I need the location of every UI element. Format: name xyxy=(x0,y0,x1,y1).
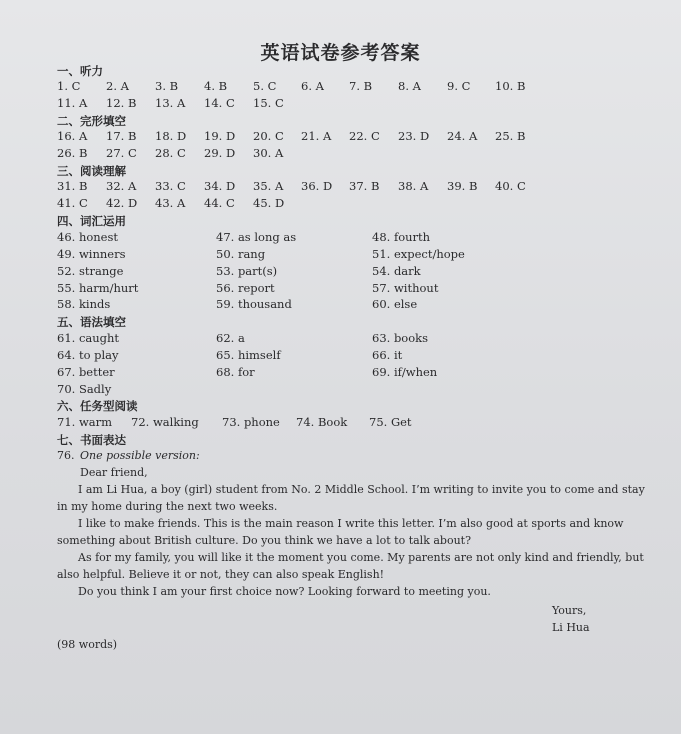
answer-item: 29. D xyxy=(204,146,236,160)
answer-item: 8. A xyxy=(398,79,421,93)
answer-item: 15. C xyxy=(253,96,284,110)
answer-item: 61. caught xyxy=(57,331,120,345)
answer-item: 64. to play xyxy=(57,348,119,362)
page-title: 英语试卷参考答案 xyxy=(260,42,421,64)
answer-item: 49. winners xyxy=(57,247,126,261)
word-count: (98 words) xyxy=(57,638,118,651)
answer-item: 39. B xyxy=(447,179,478,193)
answer-item: 35. A xyxy=(253,179,284,193)
answer-item: 41. C xyxy=(57,196,88,210)
answer-item: 7. B xyxy=(349,79,373,93)
answer-item: 70. Sadly xyxy=(57,382,112,396)
answer-item: 21. A xyxy=(301,129,332,143)
answer-item: 38. A xyxy=(398,179,429,193)
answer-item: 68. for xyxy=(216,365,255,379)
answer-item: 12. B xyxy=(106,96,137,110)
answer-item: 71. warm xyxy=(57,415,113,429)
answer-item: 69. if/when xyxy=(372,365,438,379)
section-heading-listening: 一、听力 xyxy=(57,64,103,78)
answer-item: 63. books xyxy=(372,331,429,345)
answer-item: 45. D xyxy=(253,196,285,210)
answer-item: 47. as long as xyxy=(216,230,297,244)
answer-item: 26. B xyxy=(57,146,88,160)
answer-item: 74. Book xyxy=(296,415,348,429)
answer-item: 17. B xyxy=(106,129,137,143)
answer-item: 27. C xyxy=(106,146,137,160)
answer-item: 18. D xyxy=(155,129,187,143)
answer-item: 53. part(s) xyxy=(216,264,278,278)
writing-number: 76. xyxy=(57,449,75,462)
answer-item: 10. B xyxy=(495,79,526,93)
answer-item: 3. B xyxy=(155,79,179,93)
letter-line: As for my family, you will like it the moment you come. My parents are not only kind and friendly, but xyxy=(78,551,644,564)
answer-item: 62. a xyxy=(216,331,245,345)
answer-item: 73. phone xyxy=(222,415,280,429)
answer-item: 9. C xyxy=(447,79,471,93)
section-heading-reading: 三、阅读理解 xyxy=(57,164,126,178)
answer-item: 16. A xyxy=(57,129,88,143)
answer-item: 66. it xyxy=(372,348,403,362)
answer-item: 4. B xyxy=(204,79,228,93)
answer-item: 19. D xyxy=(204,129,236,143)
answer-item: 28. C xyxy=(155,146,186,160)
section-heading-task-reading: 六、任务型阅读 xyxy=(57,399,138,413)
answer-item: 40. C xyxy=(495,179,526,193)
section-heading-grammar: 五、语法填空 xyxy=(57,315,126,329)
letter-line: I like to make friends. This is the main reason I write this letter. I’m also good at sports and know xyxy=(78,517,624,530)
answer-item: 31. B xyxy=(57,179,88,193)
answer-item: 1. C xyxy=(57,79,81,93)
answer-item: 52. strange xyxy=(57,264,124,278)
answer-item: 56. report xyxy=(216,281,275,295)
answer-item: 54. dark xyxy=(372,264,421,278)
answer-item: 42. D xyxy=(106,196,138,210)
answer-item: 75. Get xyxy=(369,415,412,429)
answer-item: 6. A xyxy=(301,79,324,93)
answer-item: 58. kinds xyxy=(57,297,111,311)
version-label: One possible version: xyxy=(80,449,200,462)
answer-item: 51. expect/hope xyxy=(372,247,465,261)
answer-item: 25. B xyxy=(495,129,526,143)
answer-item: 36. D xyxy=(301,179,333,193)
section-heading-writing: 七、书面表达 xyxy=(57,433,126,447)
answer-item: 65. himself xyxy=(216,348,281,362)
answer-item: 11. A xyxy=(57,96,88,110)
answer-item: 24. A xyxy=(447,129,478,143)
letter-closing: Yours, xyxy=(552,604,587,617)
answer-item: 60. else xyxy=(372,297,418,311)
answer-item: 57. without xyxy=(372,281,439,295)
answer-item: 50. rang xyxy=(216,247,266,261)
answer-item: 67. better xyxy=(57,365,115,379)
letter-line: Do you think I am your first choice now? Looking forward to meeting you. xyxy=(78,585,491,598)
answer-item: 2. A xyxy=(106,79,129,93)
answer-item: 22. C xyxy=(349,129,380,143)
answer-item: 37. B xyxy=(349,179,380,193)
answer-item: 33. C xyxy=(155,179,186,193)
letter-line: in my home during the next two weeks. xyxy=(57,500,278,513)
letter-line: also helpful. Believe it or not, they can also speak English! xyxy=(57,568,385,581)
answer-item: 55. harm/hurt xyxy=(57,281,139,295)
answer-item: 23. D xyxy=(398,129,430,143)
letter-line: I am Li Hua, a boy (girl) student from No. 2 Middle School. I’m writing to invite you to come and stay xyxy=(78,483,645,496)
answer-item: 48. fourth xyxy=(372,230,431,244)
answer-item: 32. A xyxy=(106,179,137,193)
letter-signature: Li Hua xyxy=(552,621,590,634)
answer-item: 5. C xyxy=(253,79,277,93)
answer-item: 43. A xyxy=(155,196,186,210)
answer-item: 46. honest xyxy=(57,230,119,244)
answer-item: 59. thousand xyxy=(216,297,292,311)
answer-item: 34. D xyxy=(204,179,236,193)
letter-line: something about British culture. Do you think we have a lot to talk about? xyxy=(57,534,471,547)
section-heading-vocab: 四、词汇运用 xyxy=(57,214,126,228)
answer-item: 13. A xyxy=(155,96,186,110)
answer-item: 30. A xyxy=(253,146,284,160)
letter-salutation: Dear friend, xyxy=(80,466,148,479)
answer-item: 20. C xyxy=(253,129,284,143)
section-heading-cloze: 二、完形填空 xyxy=(57,114,126,128)
answer-item: 44. C xyxy=(204,196,235,210)
answer-item: 72. walking xyxy=(131,415,199,429)
answer-item: 14. C xyxy=(204,96,235,110)
